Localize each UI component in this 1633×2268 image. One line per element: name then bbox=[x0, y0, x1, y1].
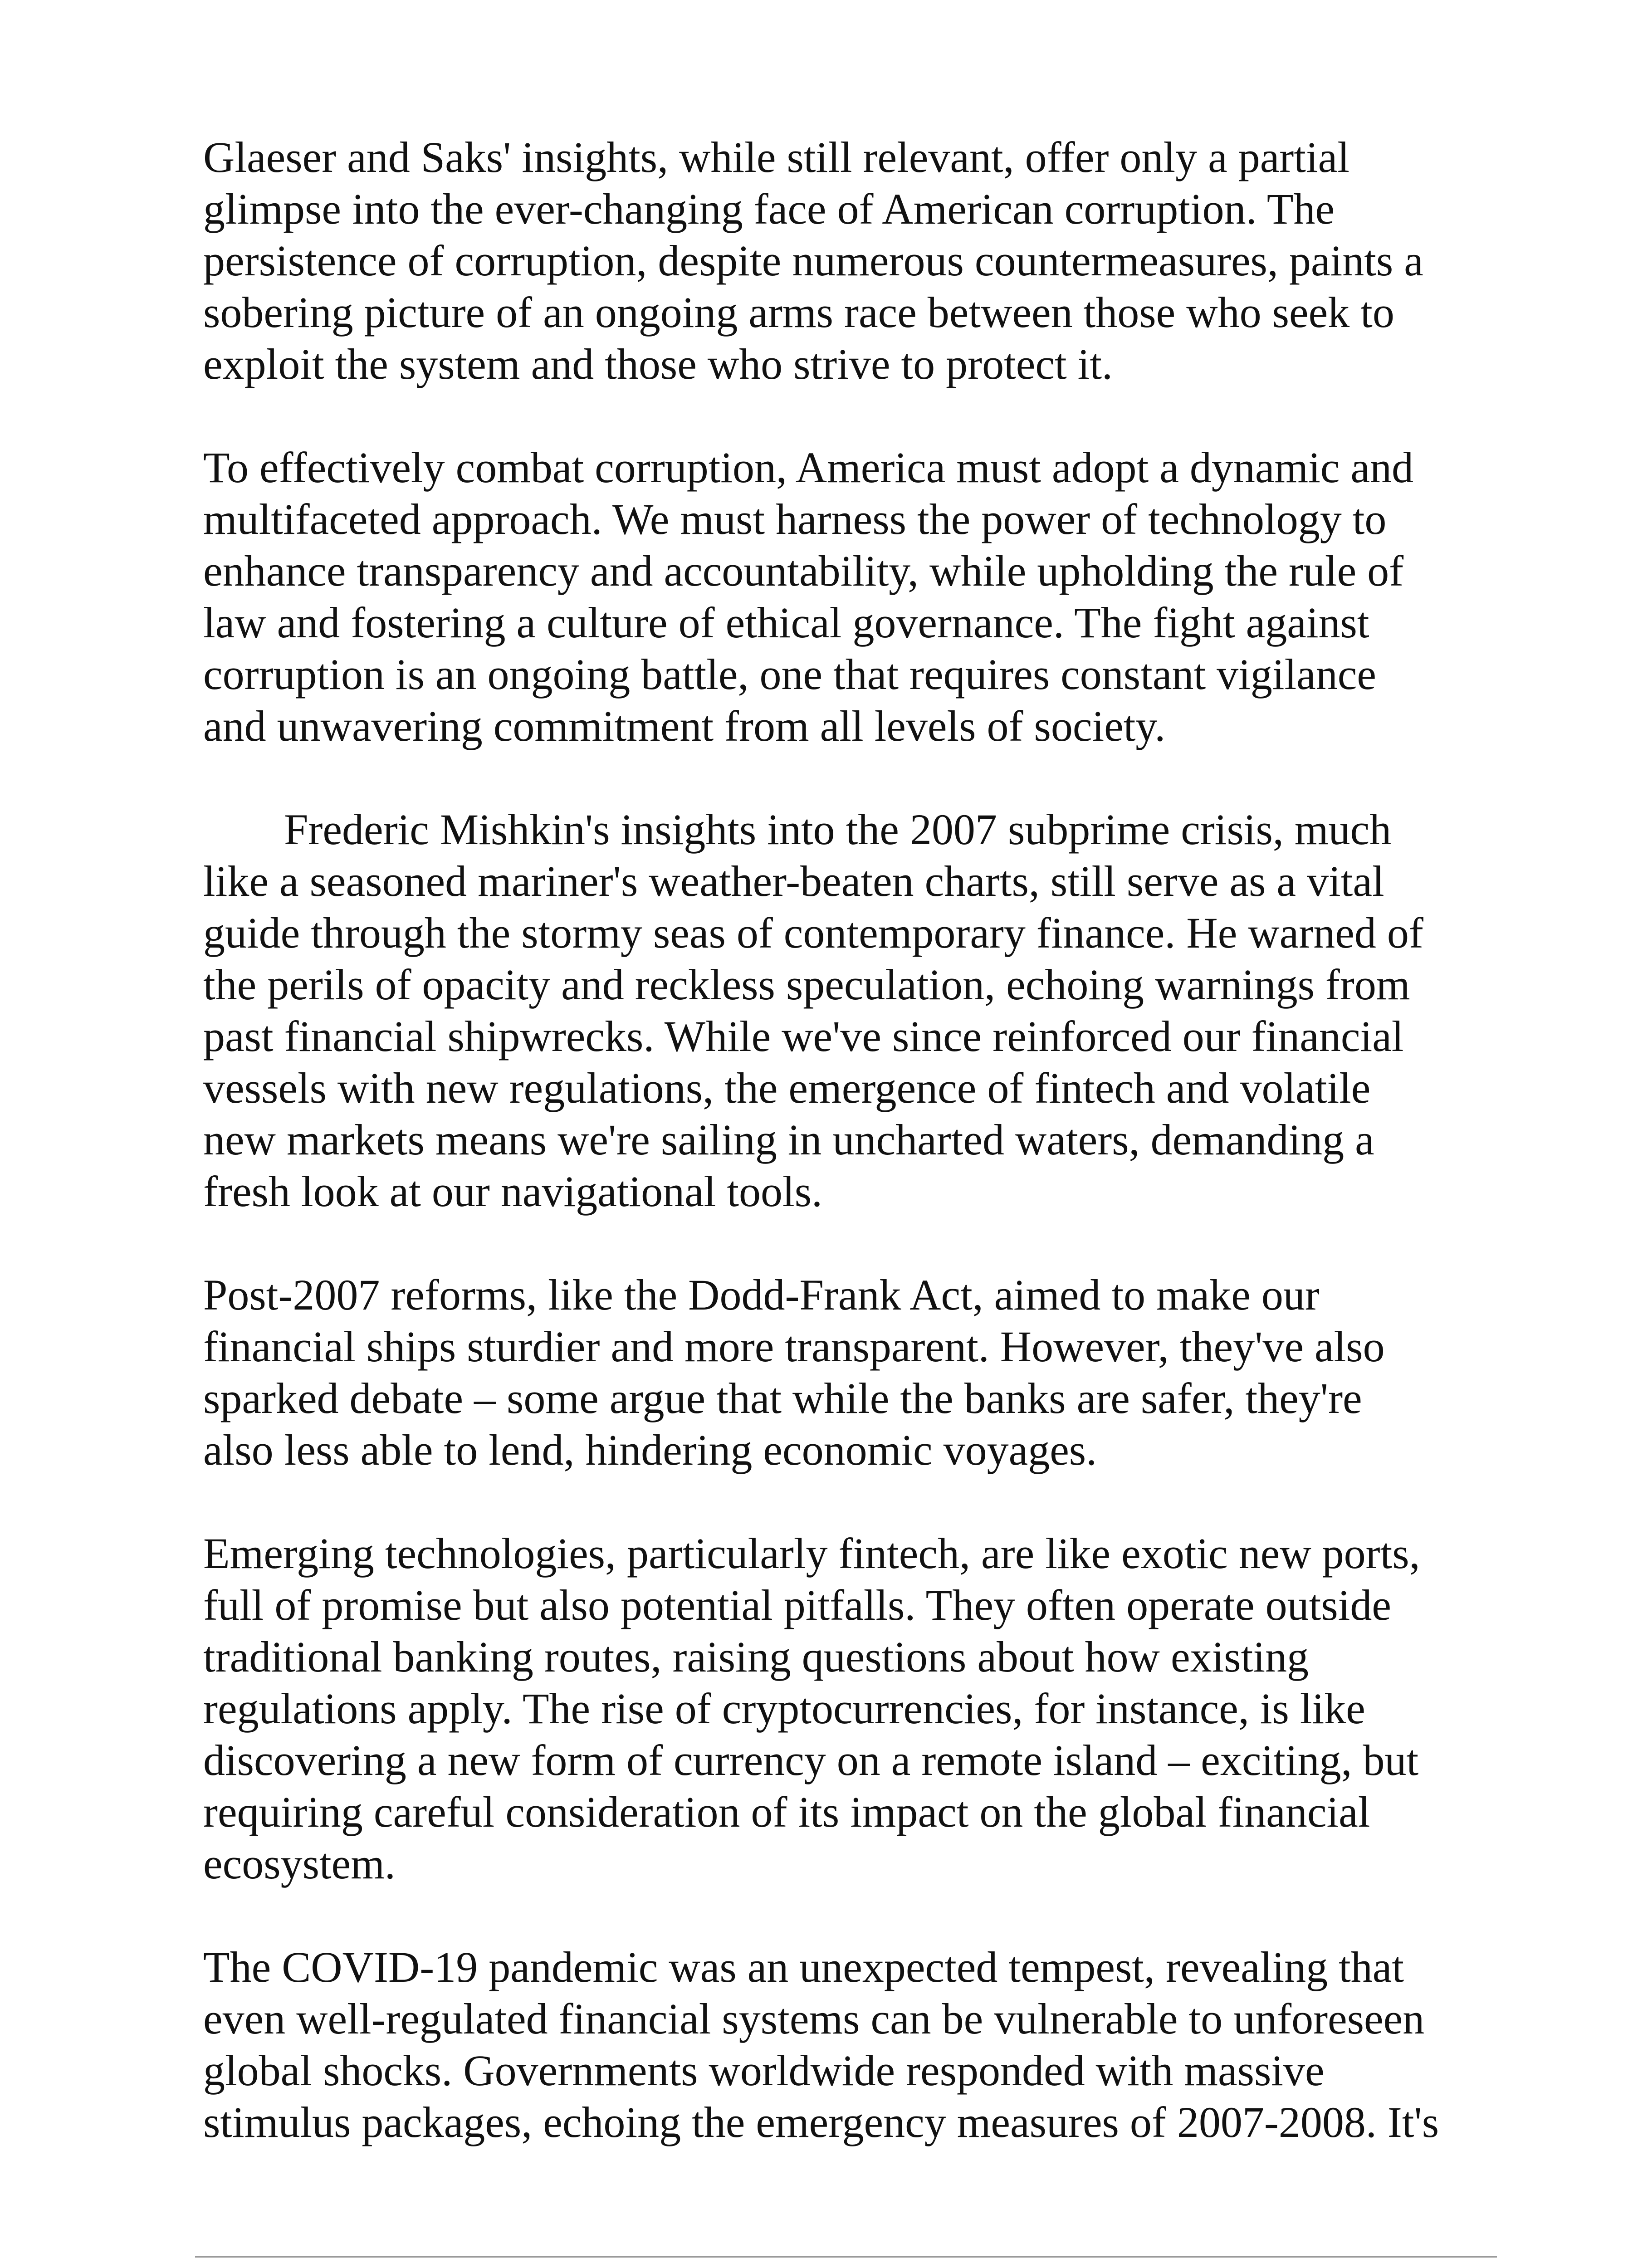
paragraph-3-line-5: past financial shipwrecks. While we've since reinforced our financial bbox=[203, 1012, 1404, 1061]
paragraph-3-line-3: guide through the stormy seas of contemporary finance. He warned of bbox=[203, 909, 1423, 957]
paragraph-5-line-4: regulations apply. The rise of cryptocurrencies, for instance, is like bbox=[203, 1684, 1365, 1733]
paragraph-3-line-1: Frederic Mishkin's insights into the 2007 subprime crisis, much bbox=[284, 805, 1392, 854]
paragraph-5-line-5: discovering a new form of currency on a remote island – exciting, but bbox=[203, 1736, 1419, 1784]
paragraph-2-line-5: corruption is an ongoing battle, one that requires constant vigilance bbox=[203, 650, 1376, 699]
footer-divider bbox=[195, 2256, 1497, 2258]
paragraph-5-line-6: requiring careful consideration of its impact on the global financial bbox=[203, 1788, 1370, 1836]
paragraph-2-line-2: multifaceted approach. We must harness the power of technology to bbox=[203, 495, 1387, 543]
paragraph-3-line-7: new markets means we're sailing in uncharted waters, demanding a bbox=[203, 1115, 1374, 1164]
paragraph-2-line-4: law and fostering a culture of ethical governance. The fight against bbox=[203, 598, 1369, 647]
paragraph-6-line-3: global shocks. Governments worldwide responded with massive bbox=[203, 2046, 1325, 2095]
paragraph-5-line-1: Emerging technologies, particularly fintech, are like exotic new ports, bbox=[203, 1529, 1420, 1578]
paragraph-2-line-6: and unwavering commitment from all levels of society. bbox=[203, 702, 1166, 750]
paragraph-4-line-1: Post-2007 reforms, like the Dodd-Frank Act, aimed to make our bbox=[203, 1271, 1320, 1319]
paragraph-1-line-2: glimpse into the ever-changing face of American corruption. The bbox=[203, 185, 1335, 233]
paragraph-5 bbox=[203, 1528, 1510, 1890]
paragraph-4-line-3: sparked debate – some argue that while the banks are safer, they're bbox=[203, 1374, 1362, 1422]
paragraph-3-line-8: fresh look at our navigational tools. bbox=[203, 1167, 823, 1216]
paragraph-3 bbox=[203, 804, 1510, 1217]
paragraph-2-line-3: enhance transparency and accountability, while upholding the rule of bbox=[203, 547, 1404, 595]
paragraph-4-line-4: also less able to lend, hindering economic voyages. bbox=[203, 1426, 1097, 1474]
paragraph-1-line-4: sobering picture of an ongoing arms race between those who seek to bbox=[203, 288, 1394, 337]
paragraph-5-line-3: traditional banking routes, raising questions about how existing bbox=[203, 1633, 1309, 1681]
paragraph-3-line-6: vessels with new regulations, the emergence of fintech and volatile bbox=[203, 1064, 1371, 1112]
paragraph-3-line-4: the perils of opacity and reckless speculation, echoing warnings from bbox=[203, 960, 1410, 1009]
paragraph-6 bbox=[203, 1941, 1510, 2148]
paragraph-1-line-1: Glaeser and Saks' insights, while still relevant, offer only a partial bbox=[203, 133, 1349, 181]
paragraph-4 bbox=[203, 1269, 1510, 1476]
body-text bbox=[203, 132, 1510, 2200]
paragraph-2-line-1: To effectively combat corruption, America must adopt a dynamic and bbox=[203, 443, 1413, 492]
paragraph-1-line-3: persistence of corruption, despite numerous countermeasures, paints a bbox=[203, 236, 1423, 285]
paragraph-4-line-2: financial ships sturdier and more transparent. However, they've also bbox=[203, 1322, 1385, 1371]
paragraph-1 bbox=[203, 132, 1510, 390]
paragraph-5-line-2: full of promise but also potential pitfalls. They often operate outside bbox=[203, 1581, 1391, 1629]
paragraph-6-line-1: The COVID-19 pandemic was an unexpected tempest, revealing that bbox=[203, 1943, 1404, 1991]
paragraph-1-line-5: exploit the system and those who strive to protect it. bbox=[203, 340, 1113, 388]
paragraph-2 bbox=[203, 442, 1510, 752]
paragraph-5-line-7: ecosystem. bbox=[203, 1839, 396, 1888]
paragraph-3-line-2: like a seasoned mariner's weather-beaten charts, still serve as a vital bbox=[203, 857, 1384, 905]
paragraph-6-line-2: even well-regulated financial systems can be vulnerable to unforeseen bbox=[203, 1994, 1425, 2043]
paragraph-6-line-4: stimulus packages, echoing the emergency measures of 2007-2008. It's bbox=[203, 2098, 1439, 2146]
